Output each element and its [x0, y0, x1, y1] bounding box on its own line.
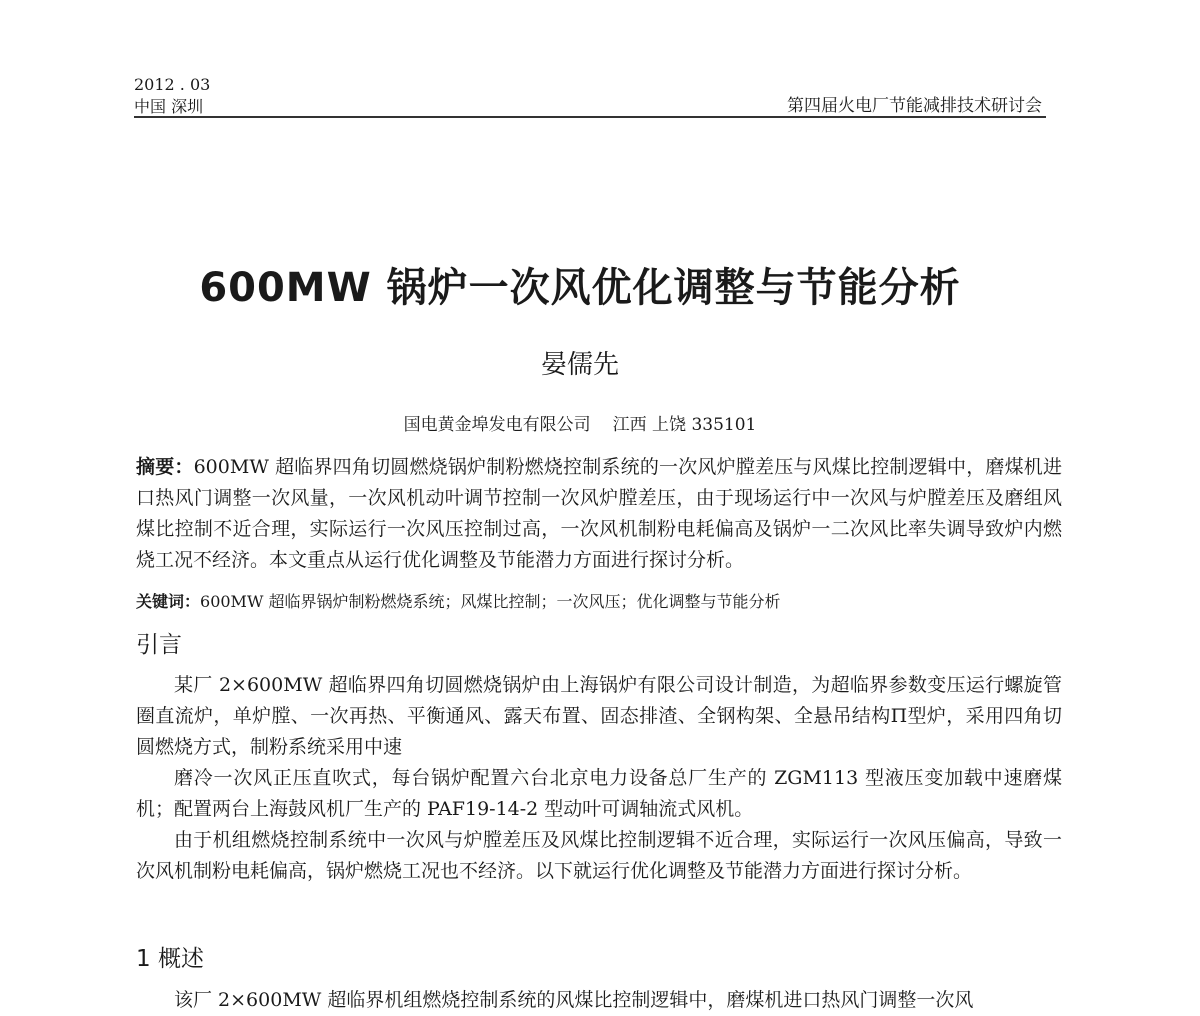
paper-author: 晏儒先: [540, 350, 619, 380]
header-divider: [134, 116, 1046, 118]
affiliation-company: 国电黄金埠发电有限公司: [403, 415, 591, 435]
overview-body: [136, 985, 1062, 1016]
section-heading-overview: 1 概述: [136, 946, 204, 972]
abstract-label: 摘要：: [136, 456, 194, 478]
intro-paragraph: 某厂 2×600MW 超临界四角切圆燃烧锅炉由上海锅炉有限公司设计制造，为超临界参数变压运行螺旋管圈直流炉，单炉膛、一次再热、平衡通风、露天布置、固态排渣、全钢构架、全悬吊结构Π型炉，采用四角切圆燃烧方式，制粉系统采用中速: [136, 674, 1062, 758]
intro-paragraph: 磨冷一次风正压直吹式，每台锅炉配置六台北京电力设备总厂生产的 ZGM113 型液压变加载中速磨煤机；配置两台上海鼓风机厂生产的 PAF19-14-2 型动叶可调轴流式风机。: [136, 767, 1062, 820]
section-heading-intro: 引言: [136, 632, 182, 658]
keywords: [136, 589, 1062, 612]
intro-body: [136, 670, 1062, 887]
affiliation-address: 江西 上饶 335101: [612, 415, 757, 435]
header-conference: 第四届火电厂节能减排技术研讨会: [787, 96, 1042, 116]
keywords-label: 关键词：: [136, 592, 201, 611]
header-location: 中国 深圳: [134, 97, 204, 116]
overview-paragraph: 该厂 2×600MW 超临界机组燃烧控制系统的风煤比控制逻辑中，磨煤机进口热风门调整一次风: [174, 989, 974, 1011]
keywords-text: 600MW 超临界锅炉制粉燃烧系统；风煤比控制；一次风压；优化调整与节能分析: [200, 592, 781, 611]
header-left: [134, 74, 210, 118]
header-date: 2012 . 03: [134, 75, 211, 94]
abstract-text: 600MW 超临界四角切圆燃烧锅炉制粉燃烧控制系统的一次风炉膛差压与风煤比控制逻辑中，磨煤机进口热风门调整一次风量，一次风机动叶调节控制一次风炉膛差压，由于现场运行中一次风与炉膛差压及磨组风煤比控制不近合理，实际运行一次风压控制过高，一次风机制粉电耗偏高及锅炉一二次风比率失调导致炉内燃烧工况不经济。本文重点从运行优化调整及节能潜力方面进行探讨分析。: [136, 456, 1062, 571]
intro-paragraph: 由于机组燃烧控制系统中一次风与炉膛差压及风煤比控制逻辑不近合理，实际运行一次风压偏高，导致一次风机制粉电耗偏高，锅炉燃烧工况也不经济。以下就运行优化调整及节能潜力方面进行探讨分析。: [136, 829, 1062, 882]
paper-affiliation: [0, 410, 1160, 435]
abstract: [136, 452, 1062, 576]
paper-title: 600MW 锅炉一次风优化调整与节能分析: [199, 265, 961, 311]
